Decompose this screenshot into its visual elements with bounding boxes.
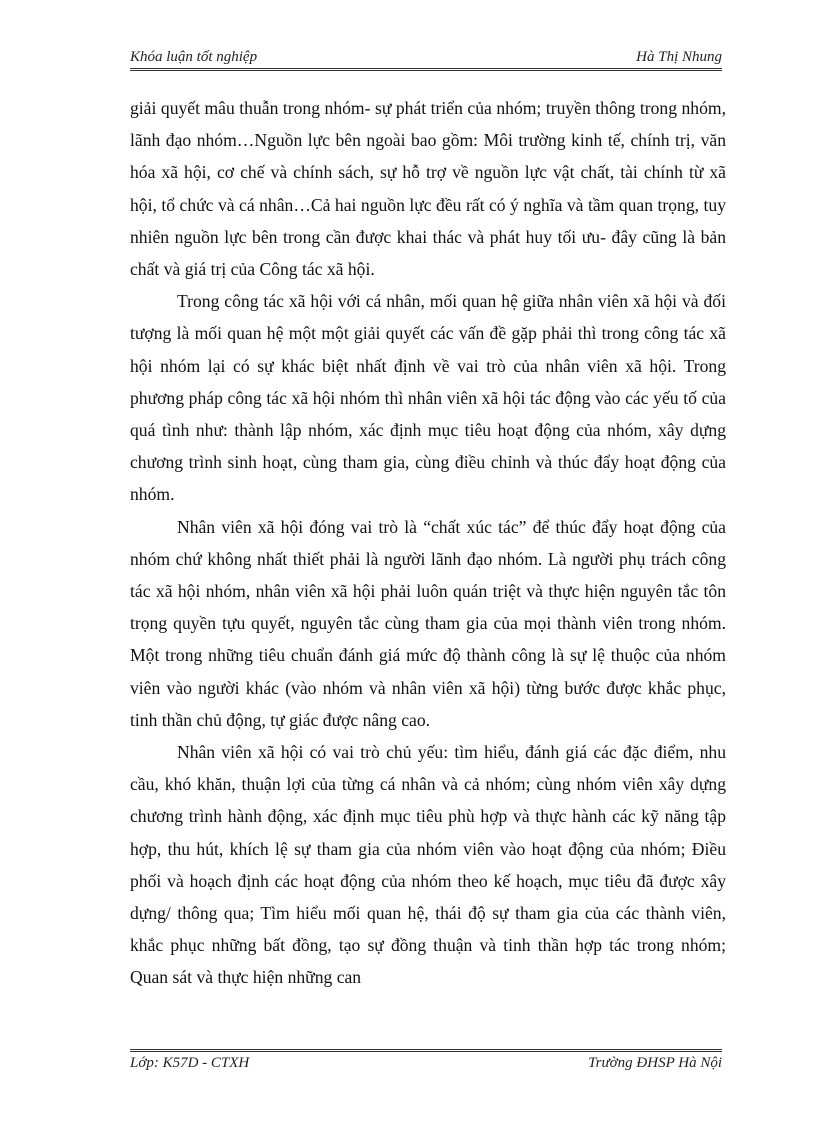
paragraph-2: Trong công tác xã hội với cá nhân, mối quan hệ giữa nhân viên xã hội và đối tượng là mối quan hệ một một giải quyết các vấn đề gặp phải thì trong công tác xã hội nhóm lại có sự khác biệt nhất định về vai trò của nhân viên xã hội. Trong phương pháp công tác xã hội nhóm thì nhân viên xã hội tác động vào các yếu tố của quá tình như: thành lập nhóm, xác định mục tiêu hoạt động của nhóm, xây dựng chương trình sinh hoạt, cùng tham gia, cùng điều chỉnh và thúc đẩy hoạt động của nhóm. — [130, 291, 726, 505]
paragraph-1: giải quyết mâu thuẫn trong nhóm- sự phát triển của nhóm; truyền thông trong nhóm, lãnh đạo nhóm…Nguồn lực bên ngoài bao gồm: Môi trường kinh tế, chính trị, văn hóa xã hội, cơ chế và chính sách, sự hỗ trợ về nguồn lực vật chất, tài chính từ xã hội, tổ chức và cá nhân…Cả hai nguồn lực đều rất có ý nghĩa và tầm quan trọng, tuy nhiên nguồn lực bên trong cần được khai thác và phát huy tối ưu- đây cũng là bản chất và giá trị của Công tác xã hội. — [130, 98, 726, 280]
header-right-text: Hà Thị Nhung — [636, 49, 722, 65]
paragraph-3: Nhân viên xã hội đóng vai trò là “chất xúc tác” để thúc đẩy hoạt động của nhóm chứ không nhất thiết phải là người lãnh đạo nhóm. Là người phụ trách công tác xã hội nhóm, nhân viên xã hội phải luôn quán triệt và thực hiện nguyên tắc tôn trọng quyền tựu quyết, nguyên tắc cùng tham gia của mọi thành viên trong nhóm. Một trong những tiêu chuẩn đánh giá mức độ thành công là sự lệ thuộc của nhóm viên vào người khác (vào nhóm và nhân viên xã hội) từng bước được khắc phục, tinh thần chủ động, tự giác được nâng cao. — [130, 516, 726, 730]
page-footer — [130, 1049, 722, 1079]
page-header — [130, 42, 722, 71]
footer-right-text: Trường ĐHSP Hà Nội — [588, 1055, 722, 1071]
header-left-text: Khóa luận tốt nghiệp — [130, 49, 258, 65]
page-body — [130, 92, 726, 994]
paragraph-4: Nhân viên xã hội có vai trò chủ yếu: tìm hiểu, đánh giá các đặc điểm, nhu cầu, khó khăn, thuận lợi của từng cá nhân và cả nhóm; cùng nhóm viên xây dựng chương trình hành động, xác định mục tiêu phù hợp và thực hành các kỹ năng tập hợp, thu hút, khích lệ sự tham gia của nhóm viên vào hoạt động của nhóm; Điều phối và hoạch định các hoạt động của nhóm theo kế hoạch, mục tiêu đã được xây dựng/ thông qua; Tìm hiểu mối quan hệ, thái độ sự tham gia của các thành viên, khắc phục những bất đồng, tạo sự đồng thuận và tinh thần hợp tác trong nhóm; Quan sát và thực hiện những can — [130, 742, 726, 988]
footer-left-text: Lớp: K57D - CTXH — [130, 1055, 250, 1071]
